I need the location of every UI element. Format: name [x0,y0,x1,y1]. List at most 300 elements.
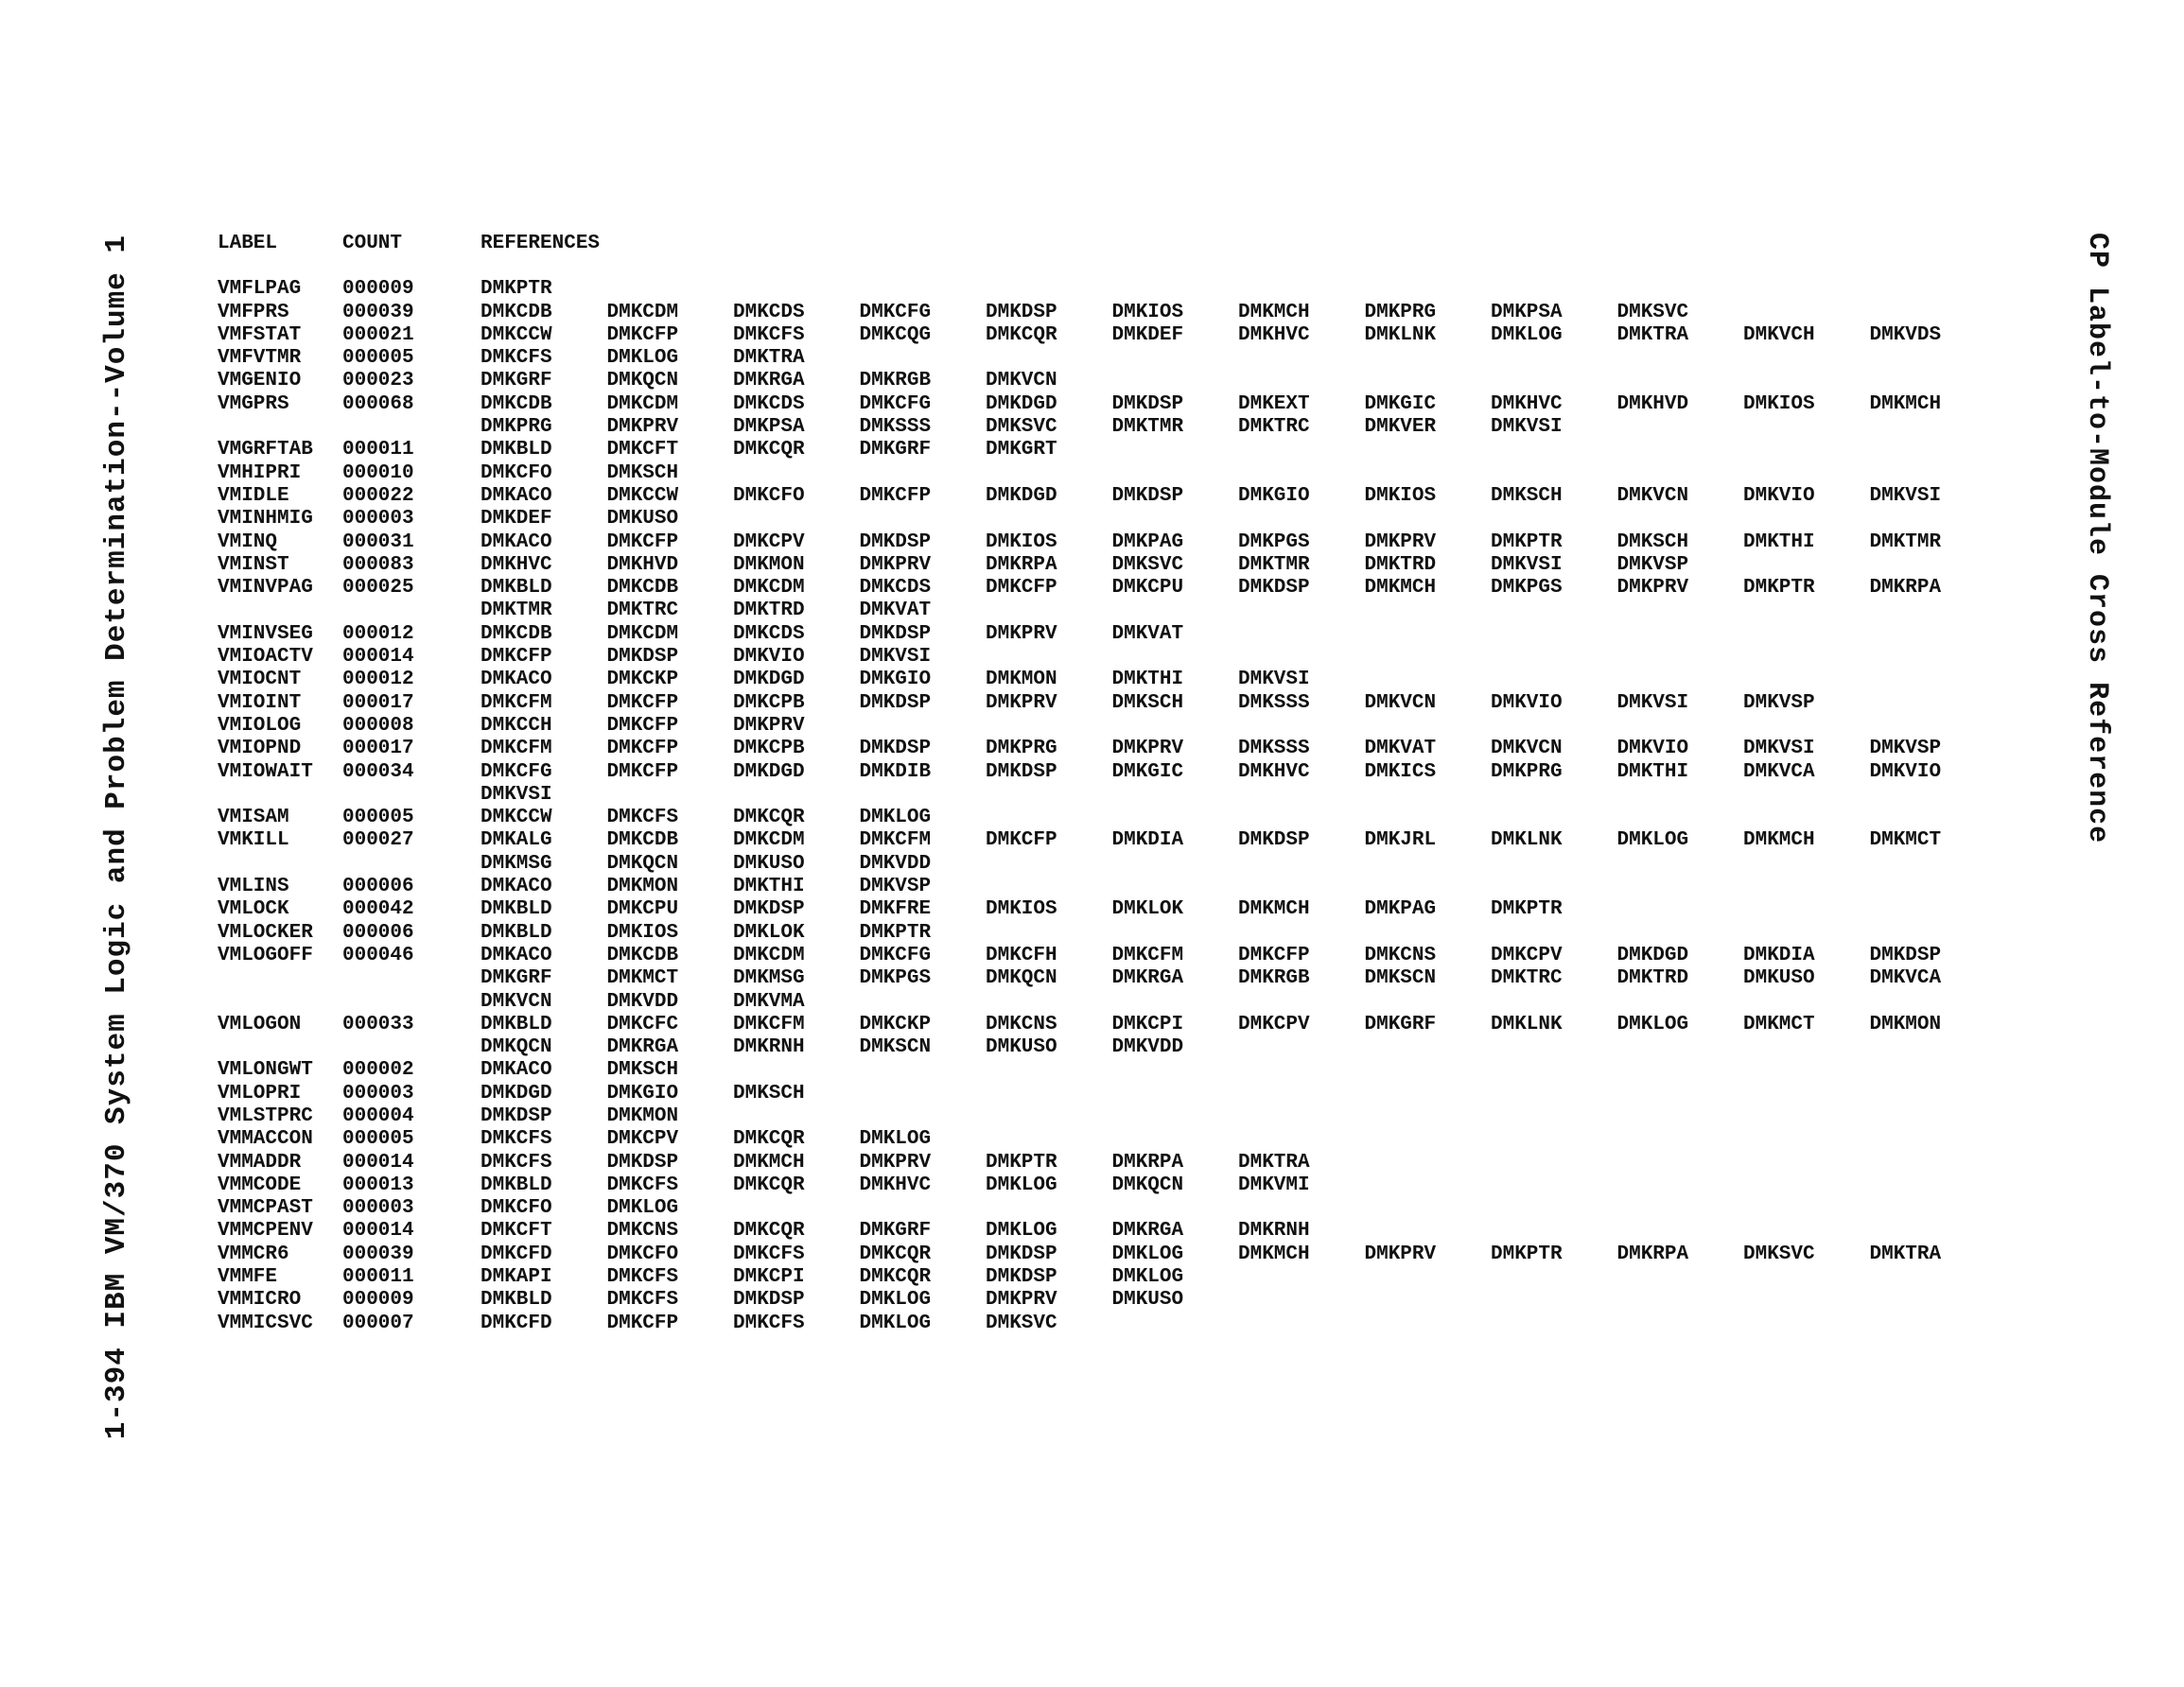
module-reference: DMKCDB [606,829,679,852]
module-reference: DMKVDD [606,990,679,1013]
row-references [480,416,1617,439]
module-reference: DMKCFS [606,1289,679,1312]
module-reference: DMKPGS [1238,530,1310,553]
table-row [218,853,1996,876]
row-count: 000042 [342,898,414,921]
module-reference: DMKGIO [606,1082,679,1104]
module-reference: DMKCPI [1111,1013,1184,1035]
module-reference: DMKCFP [986,577,1057,600]
module-reference: DMKCFP [606,691,679,714]
row-label: VMLONGWT [218,1059,313,1082]
module-reference: DMKCFO [733,484,805,507]
module-reference: DMKPRV [606,416,679,439]
module-reference: DMKUSO [733,852,805,875]
table-row [218,324,1996,347]
module-reference: DMKDSP [1869,944,1942,966]
module-reference: DMKCFS [606,1266,679,1289]
module-reference: DMKDGD [733,669,805,691]
module-reference: DMKQCN [1111,1174,1184,1196]
row-count: 000014 [342,1220,414,1243]
module-reference: DMKPRV [986,691,1057,714]
module-reference: DMKSCH [1111,691,1184,714]
row-count: 000012 [342,669,414,691]
row-count: 000034 [342,760,414,783]
table-row [218,278,1996,301]
table-row [218,1266,1996,1289]
module-reference: DMKDSP [1111,484,1184,507]
row-label: VMLOGON [218,1013,302,1035]
module-reference: DMKPRV [859,553,932,576]
row-references [480,462,733,485]
row-references [480,1174,1365,1197]
module-reference: DMKVDD [859,852,932,875]
module-reference: DMKBLD [480,1289,552,1312]
module-reference: DMKDSP [986,760,1057,783]
row-count [342,600,480,622]
module-reference: DMKSVC [1111,553,1184,576]
table-row [218,922,1996,945]
table-body [218,278,1996,1335]
module-reference: DMKCFP [606,530,679,553]
row-label: VMFPRS [218,301,289,323]
module-reference: DMKMSG [480,852,552,875]
module-reference: DMKDSP [986,1266,1057,1289]
module-reference: DMKRGA [606,1036,679,1059]
module-reference: DMKACO [480,484,552,507]
module-reference: DMKCPV [606,1128,679,1151]
module-reference: DMKGIC [1111,760,1184,783]
module-reference: DMKRGA [1111,1220,1184,1243]
module-reference: DMKTRA [1869,1243,1942,1265]
table-header [218,233,1996,255]
row-references [480,829,1996,852]
row-label: VMINVSEG [218,622,313,645]
module-reference: DMKSVC [986,1312,1057,1334]
module-reference: DMKCFP [986,829,1057,852]
row-references [480,1083,860,1105]
row-references [480,508,733,530]
row-count: 000007 [342,1312,414,1334]
table-row [218,1174,1996,1197]
module-reference: DMKCFP [606,760,679,783]
module-reference: DMKCCW [480,323,552,346]
module-reference: DMKACO [480,530,552,553]
row-label: VMMCR6 [218,1243,289,1265]
module-reference: DMKDSP [1238,577,1310,600]
module-reference: DMKACO [480,669,552,691]
module-reference: DMKEXT [1238,392,1310,415]
module-reference: DMKTMR [1869,530,1942,553]
row-label: VMIOPND [218,738,302,760]
module-reference: DMKDSP [480,1104,552,1127]
row-references [480,324,1996,347]
row-references [480,531,1996,554]
row-label: VMMCPENV [218,1220,313,1243]
module-reference: DMKCNS [986,1013,1057,1035]
row-references [480,370,1112,392]
module-reference: DMKRNH [733,1036,805,1059]
row-references [480,1105,733,1128]
module-reference: DMKMON [733,553,805,576]
module-reference: DMKMON [986,669,1057,691]
module-reference: DMKDSP [859,691,932,714]
module-reference: DMKCDS [733,622,805,645]
module-reference: DMKACO [480,1059,552,1082]
module-reference: DMKCDB [480,392,552,415]
module-reference: DMKVIO [1743,484,1815,507]
module-reference: DMKCDM [733,829,805,852]
module-reference: DMKIOS [1743,392,1815,415]
table-row [218,302,1996,324]
row-label: VMINHMIG [218,508,313,530]
module-reference: DMKVCA [1743,760,1815,783]
module-reference: DMKLOG [1491,323,1563,346]
row-count [342,1036,480,1059]
row-references [480,347,860,370]
row-count: 000003 [342,508,414,530]
module-reference: DMKVIO [1491,691,1563,714]
module-reference: DMKLOG [1616,829,1689,852]
module-reference: DMKCFM [480,691,552,714]
row-label: VMKILL [218,829,289,852]
module-reference: DMKCFT [606,439,679,461]
row-count: 000005 [342,347,414,370]
module-reference: DMKTMR [1238,553,1310,576]
module-reference: DMKCFP [606,738,679,760]
row-count: 000005 [342,807,414,829]
table-row [218,692,1996,715]
module-reference: DMKMCH [733,1151,805,1174]
module-reference: DMKVAT [1364,738,1437,760]
row-references [480,807,986,829]
module-reference: DMKCCW [606,484,679,507]
row-references [480,1152,1365,1174]
module-reference: DMKPRV [1111,738,1184,760]
module-reference: DMKCFC [606,1013,679,1035]
row-references [480,876,986,898]
module-reference: DMKCPV [733,530,805,553]
module-reference: DMKVSI [1491,416,1563,439]
module-reference: DMKVSP [1743,691,1815,714]
row-label: VMFLPAG [218,278,302,301]
row-label: VMMICSVC [218,1312,313,1334]
module-reference: DMKCFP [606,1312,679,1334]
module-reference: DMKIOS [986,530,1057,553]
row-label: VMGPRS [218,392,289,415]
row-label: VMISAM [218,807,289,829]
module-reference: DMKCDS [733,301,805,323]
table-row [218,991,1996,1014]
module-reference: DMKUSO [1743,967,1815,990]
module-reference: DMKCFH [986,944,1057,966]
module-reference: DMKACO [480,876,552,898]
module-reference: DMKIOS [1364,484,1437,507]
row-label [218,967,342,990]
module-reference: DMKCPV [1238,1013,1310,1035]
row-references [480,1014,1996,1036]
module-reference: DMKSCH [606,1059,679,1082]
module-reference: DMKPRV [859,1151,932,1174]
table-row [218,829,1996,852]
row-label: VMGRFTAB [218,439,313,461]
module-reference: DMKSSS [859,416,932,439]
module-reference: DMKVDS [1869,323,1942,346]
row-count: 000012 [342,622,414,645]
table-row [218,370,1996,392]
module-reference: DMKCDS [859,577,932,600]
module-reference: DMKCDM [733,944,805,966]
table-row [218,1152,1996,1174]
row-label: VMLINS [218,876,289,898]
module-reference: DMKTMR [480,600,552,622]
module-reference: DMKPGS [859,967,932,990]
module-reference: DMKDSP [733,1289,805,1312]
module-reference: DMKVSI [1491,553,1563,576]
row-count [342,967,480,990]
module-reference: DMKMCH [1869,392,1942,415]
row-references [480,1244,1996,1266]
module-reference: DMKPTR [480,278,552,301]
table-row [218,1014,1996,1036]
row-references [480,945,1996,967]
module-reference: DMKDGD [480,1082,552,1104]
row-label [218,991,342,1014]
module-reference: DMKVMA [733,990,805,1013]
row-count: 000027 [342,829,414,852]
row-label: VMMICRO [218,1289,302,1312]
module-reference: DMKVSI [1743,738,1815,760]
module-reference: DMKMCT [606,967,679,990]
row-label [218,784,342,807]
module-reference: DMKCFS [733,323,805,346]
module-reference: DMKRGB [1238,967,1310,990]
module-reference: DMKPRG [1364,301,1437,323]
module-reference: DMKVCH [1743,323,1815,346]
table-row [218,508,1996,530]
module-reference: DMKCFP [1238,944,1310,966]
module-reference: DMKDGD [986,392,1057,415]
module-reference: DMKBLD [480,439,552,461]
row-references [480,600,986,622]
module-reference: DMKVER [1364,416,1437,439]
module-reference: DMKTRD [1364,553,1437,576]
row-count: 000017 [342,691,414,714]
module-reference: DMKDIB [859,760,932,783]
module-reference: DMKRPA [1111,1151,1184,1174]
module-reference: DMKHVD [606,553,679,576]
module-reference: DMKTRC [606,600,679,622]
table-row [218,876,1996,898]
row-label [218,600,342,622]
module-reference: DMKSCN [1364,967,1437,990]
module-reference: DMKPRV [1364,1243,1437,1265]
module-reference: DMKLOG [859,1289,932,1312]
module-reference: DMKVIO [733,646,805,669]
module-reference: DMKLOG [1111,1243,1184,1265]
module-reference: DMKVCN [986,370,1057,392]
row-count: 000010 [342,461,414,484]
module-reference: DMKQCN [986,967,1057,990]
row-label: VMINQ [218,530,278,553]
row-references [480,577,1996,600]
row-references [480,646,986,669]
module-reference: DMKLNK [1491,1013,1563,1035]
module-reference: DMKCFS [733,1312,805,1334]
row-count: 000011 [342,439,414,461]
module-reference: DMKTHI [1616,760,1689,783]
module-reference: DMKPTR [986,1151,1057,1174]
module-reference: DMKCFM [733,1013,805,1035]
module-reference: DMKQCN [606,852,679,875]
module-reference: DMKBLD [480,577,552,600]
row-label: VMMFE [218,1266,278,1289]
module-reference: DMKSCH [1491,484,1563,507]
module-reference: DMKCDM [733,577,805,600]
module-reference: DMKIOS [1111,301,1184,323]
module-reference: DMKCFS [606,1174,679,1196]
module-reference: DMKRPA [986,553,1057,576]
module-reference: DMKDSP [859,530,932,553]
module-reference: DMKHVC [1491,392,1563,415]
module-reference: DMKBLD [480,898,552,921]
module-reference: DMKGRT [986,439,1057,461]
module-reference: DMKVIO [1616,738,1689,760]
table-row [218,623,1996,646]
running-footer-title: 1-394 IBM VM/370 System Logic and Problem Determination--Volume 1 [100,235,133,1440]
module-reference: DMKPRV [1364,530,1437,553]
row-references [480,1197,733,1220]
row-label: VMINST [218,553,289,576]
module-reference: DMKPTR [1491,530,1563,553]
row-count: 000017 [342,738,414,760]
row-label: VMLOCKER [218,921,313,944]
module-reference: DMKDSP [1238,829,1310,852]
header-count: COUNT [342,233,403,254]
module-reference: DMKRPA [1869,577,1942,600]
module-reference: DMKCQR [733,1174,805,1196]
row-count: 000008 [342,714,414,737]
module-reference: DMKLNK [1364,323,1437,346]
module-reference: DMKPAG [1364,898,1437,921]
row-count: 000003 [342,1082,414,1104]
module-reference: DMKSCH [733,1082,805,1104]
module-reference: DMKBLD [480,1013,552,1035]
row-references [480,1128,986,1151]
module-reference: DMKPRG [1491,760,1563,783]
table-row [218,1244,1996,1266]
row-label: VMLOPRI [218,1082,302,1104]
row-label: VMLSTPRC [218,1104,313,1127]
module-reference: DMKSSS [1238,738,1310,760]
table-row [218,807,1996,829]
row-references [480,302,1743,324]
module-reference: DMKCFP [859,484,932,507]
row-references [480,393,1996,416]
row-label: VMMCPAST [218,1197,313,1220]
module-reference: DMKCPU [606,898,679,921]
module-reference: DMKDSP [1111,392,1184,415]
module-reference: DMKPGS [1491,577,1563,600]
module-reference: DMKBLD [480,1174,552,1196]
module-reference: DMKCFM [1111,944,1184,966]
module-reference: DMKCDM [606,301,679,323]
module-reference: DMKMCT [1743,1013,1815,1035]
row-references [480,1059,733,1082]
module-reference: DMKBLD [480,921,552,944]
module-reference: DMKCKP [859,1013,932,1035]
module-reference: DMKCDB [606,577,679,600]
module-reference: DMKCCW [480,807,552,829]
module-reference: DMKVDD [1111,1036,1184,1059]
row-label: VMIOACTV [218,646,313,669]
module-reference: DMKVCN [1364,691,1437,714]
module-reference: DMKMON [606,876,679,898]
module-reference: DMKALG [480,829,552,852]
module-reference: DMKRGB [859,370,932,392]
row-count: 000014 [342,646,414,669]
row-references [480,1036,1238,1059]
row-count: 000004 [342,1104,414,1127]
module-reference: DMKLOG [986,1174,1057,1196]
module-reference: DMKCDB [606,944,679,966]
header-label: LABEL [218,233,278,254]
module-reference: DMKTRD [733,600,805,622]
module-reference: DMKCFS [480,1151,552,1174]
module-reference: DMKDSP [733,898,805,921]
table-row [218,715,1996,738]
module-reference: DMKLOG [1616,1013,1689,1035]
module-reference: DMKTHI [1111,669,1184,691]
module-reference: DMKCPU [1111,577,1184,600]
module-reference: DMKIOS [986,898,1057,921]
row-count [342,416,480,439]
module-reference: DMKLOG [986,1220,1057,1243]
table-row [218,784,1996,807]
row-references [480,623,1238,646]
table-row [218,898,1996,921]
module-reference: DMKHVC [1238,760,1310,783]
module-reference: DMKQCN [480,1036,552,1059]
module-reference: DMKPRV [733,714,805,737]
table-row [218,462,1996,485]
module-reference: DMKDSP [986,1243,1057,1265]
module-reference: DMKUSO [606,508,679,530]
module-reference: DMKUSO [1111,1289,1184,1312]
table-row [218,1197,1996,1220]
row-label: VMHIPRI [218,461,302,484]
module-reference: DMKHVC [480,553,552,576]
row-references [480,784,607,807]
module-reference: DMKSSS [1238,691,1310,714]
module-reference: DMKDGD [733,760,805,783]
module-reference: DMKDGD [986,484,1057,507]
module-reference: DMKICS [1364,760,1437,783]
module-reference: DMKJRL [1364,829,1437,852]
module-reference: DMKGRF [859,1220,932,1243]
module-reference: DMKCPB [733,691,805,714]
module-reference: DMKCDB [480,301,552,323]
row-label: VMINVPAG [218,577,313,600]
row-count: 000009 [342,278,414,301]
row-count: 000005 [342,1128,414,1151]
row-label: VMLOGOFF [218,944,313,966]
row-count [342,991,480,1014]
module-reference: DMKACO [480,944,552,966]
module-reference: DMKVSI [859,646,932,669]
table-row [218,646,1996,669]
module-reference: DMKCDB [480,622,552,645]
module-reference: DMKUSO [986,1036,1057,1059]
